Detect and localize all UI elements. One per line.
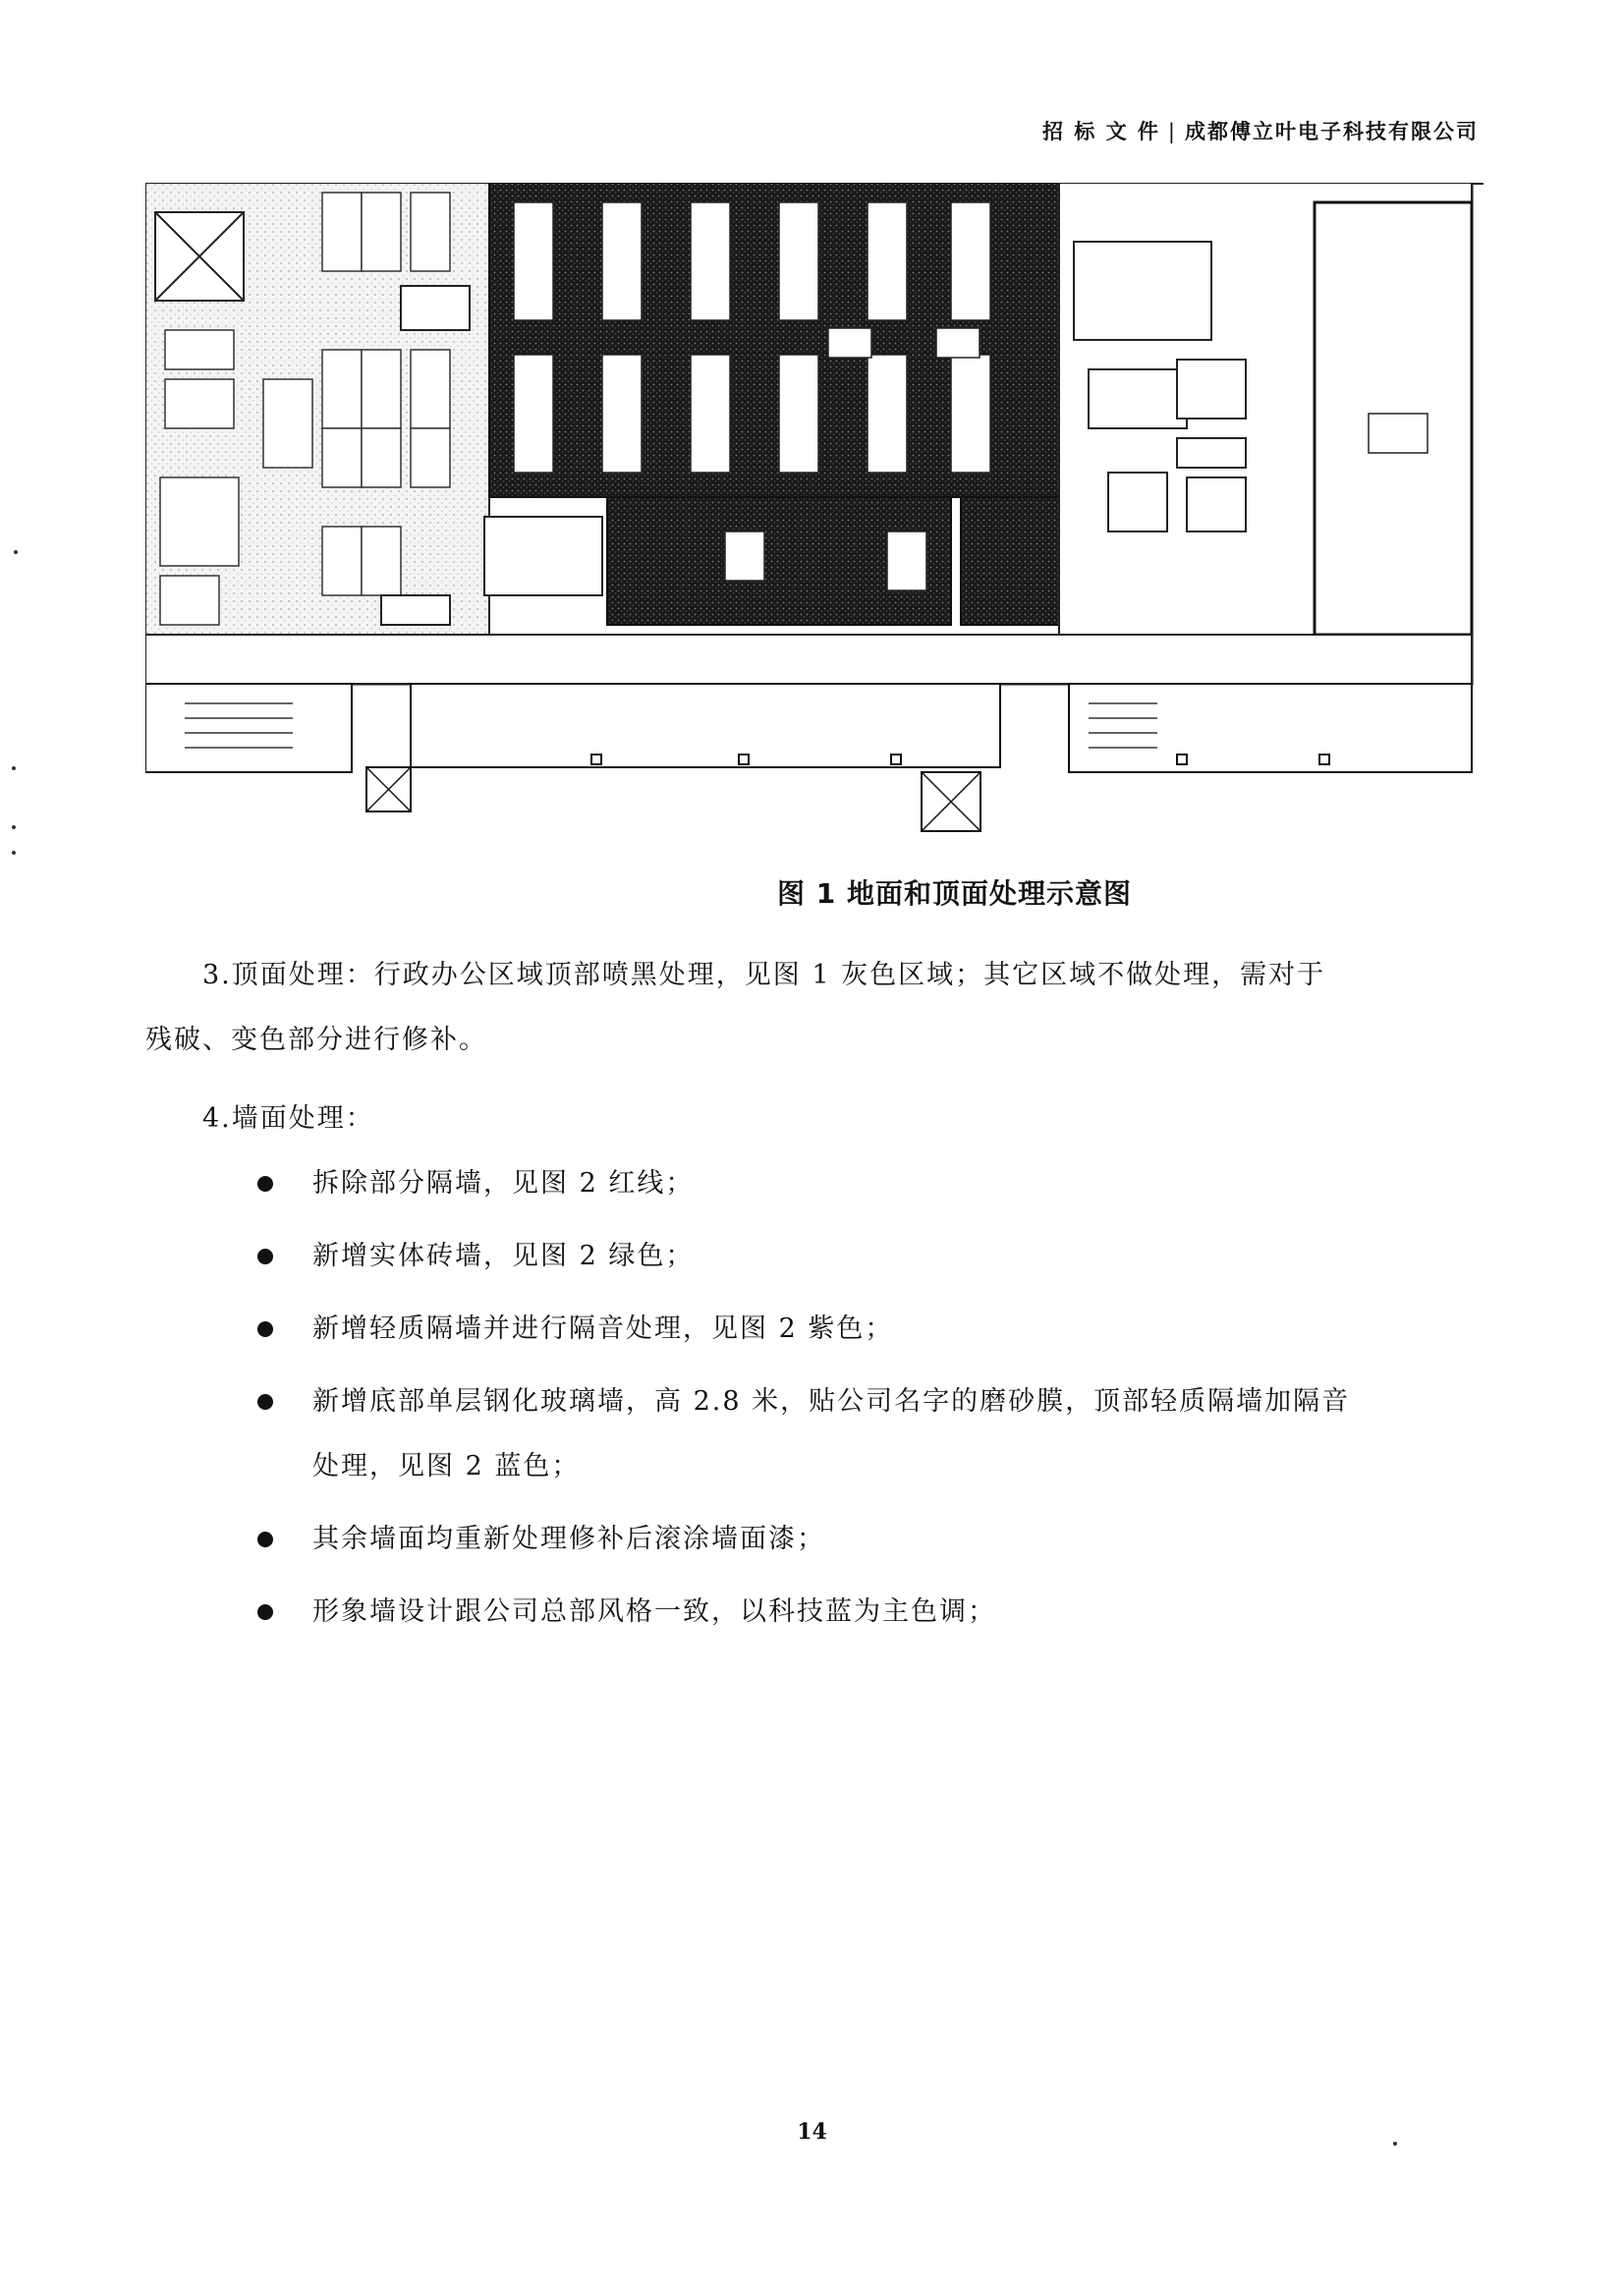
bullet-dot-icon (257, 1321, 273, 1337)
figure-caption: 图 1 地面和顶面处理示意图 (777, 877, 1132, 910)
section-4-heading: 4.墙面处理： (202, 1103, 374, 1134)
scan-speck (14, 550, 18, 554)
scan-speck (1393, 2142, 1397, 2146)
list-item-text: 新增实体砖墙，见图 2 绿色； (312, 1241, 695, 1271)
page-number: 14 (797, 2119, 827, 2145)
list-item (145, 1297, 1484, 1362)
list-item (145, 1370, 1484, 1499)
stair-right (1069, 684, 1472, 772)
bullet-dot-icon (257, 1176, 273, 1192)
lobby (411, 684, 1000, 767)
list-item (145, 1507, 1484, 1572)
stair-left (145, 684, 352, 772)
list-item-text: 新增底部单层钢化玻璃墙，高 2.8 米，贴公司名字的磨砂膜，顶部轻质隔墙加隔音 (312, 1386, 1351, 1417)
section-3-line-2: 残破、变色部分进行修补。 (145, 1025, 487, 1055)
list-item-text: 新增轻质隔墙并进行隔音处理，见图 2 紫色； (312, 1314, 894, 1344)
list-item-text: 其余墙面均重新处理修补后滚涂墙面漆； (312, 1524, 825, 1554)
section-3-paragraph (145, 943, 1484, 1073)
list-item-text: 形象墙设计跟公司总部风格一致，以科技蓝为主色调； (312, 1596, 996, 1627)
list-item (145, 1580, 1484, 1645)
floor-plan-figure (145, 183, 1484, 861)
bullet-dot-icon (257, 1394, 273, 1410)
bullet-dot-icon (257, 1249, 273, 1264)
bullet-dot-icon (257, 1604, 273, 1620)
bullet-dot-icon (257, 1532, 273, 1547)
list-item-text: 拆除部分隔墙，见图 2 红线； (312, 1168, 695, 1199)
wall-treatment-list (145, 1151, 1484, 1652)
document-header (1042, 116, 1479, 145)
list-item-text-continued: 处理，见图 2 蓝色； (312, 1451, 581, 1482)
center-office (484, 517, 602, 595)
corridor (145, 635, 1472, 684)
header-company: 成都傅立叶电子科技有限公司 (1185, 120, 1479, 143)
list-item (145, 1224, 1484, 1289)
list-item (145, 1151, 1484, 1216)
header-doc-type: 招 标 文 件 (1041, 120, 1160, 143)
scan-speck (12, 851, 16, 855)
section-3-line-1: 3.顶面处理：行政办公区域顶部喷黑处理，见图 1 灰色区域；其它区域不做处理，需对于 (202, 960, 1326, 990)
header-separator: | (1167, 120, 1177, 143)
scan-speck (12, 766, 16, 770)
scan-speck (12, 825, 16, 829)
meeting-room-label-box (725, 531, 764, 581)
left-small-room (401, 286, 470, 330)
